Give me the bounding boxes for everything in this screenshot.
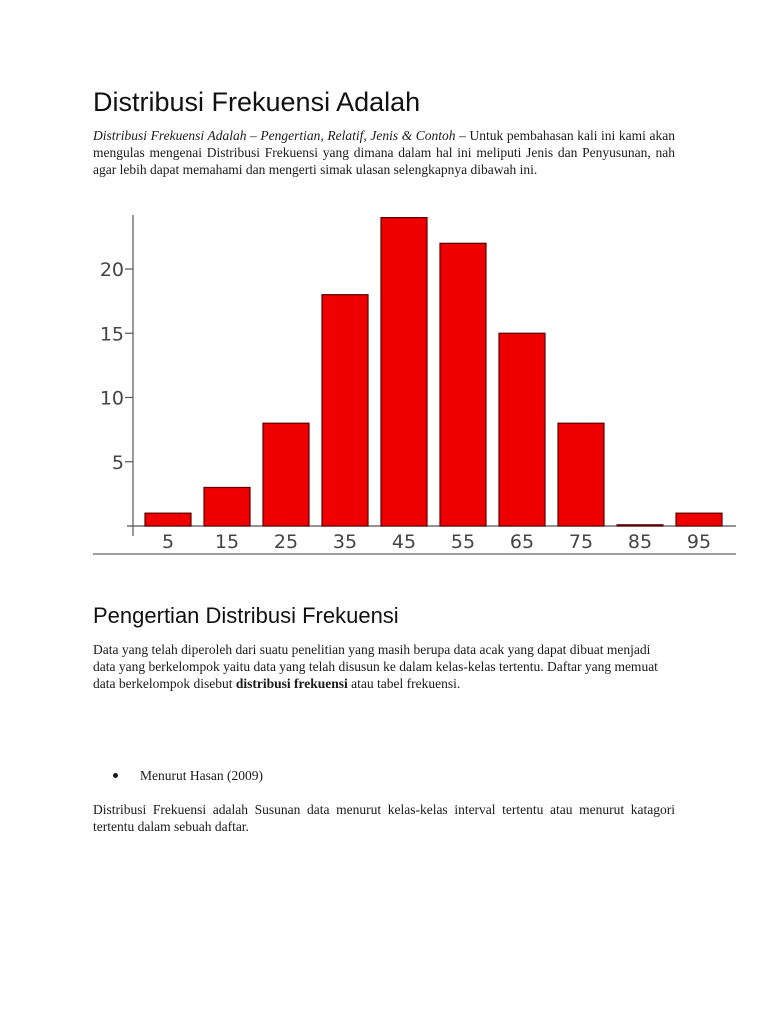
source-list [113,767,263,784]
x-tick-label: 65 [509,531,535,553]
section-title: Pengertian Distribusi Frekuensi [93,603,399,628]
histogram-bar [145,513,191,526]
x-tick-label: 25 [273,531,299,553]
x-tick-label: 35 [332,531,358,553]
x-tick-label: 15 [214,531,240,553]
y-tick-label: 5 [111,451,124,474]
histogram-bar [499,333,545,526]
intro-lead: Distribusi Frekuensi Adalah – Pengertian, Relatif, Jenis & Contoh [93,128,456,143]
intro-text: – Untuk pembahasan kali ini kami akan mengulas mengenai Distribusi Frekuensi yang dimana dalam hal ini meliputi Jenis dan Penyusunan, nah agar lebih dapat memahami dan mengerti simak ulasan selengkapnya dibawah ini. [93,128,675,177]
frequency-histogram [93,207,736,555]
histogram-bar [381,218,427,526]
x-tick-label: 5 [161,531,175,553]
list-item-text: Menurut Hasan (2009) [140,768,263,783]
histogram-bar [263,423,309,526]
histogram-bar [322,295,368,526]
histogram-bar [558,423,604,526]
definition-term: distribusi frekuensi [235,676,348,691]
histogram-svg [93,207,736,555]
y-tick-label: 15 [99,323,124,346]
page-title: Distribusi Frekuensi Adalah [93,87,421,117]
list-item [113,767,263,784]
x-tick-label: 55 [450,531,476,553]
x-tick-label: 45 [391,531,417,553]
definition-text-start: Data yang telah diperoleh dari suatu penelitian yang masih berupa data acak yang dapat dibuat menjadi data yang berkelompok yaitu data yang telah disusun ke dalam kelas-kelas tertentu. Daftar yang memuat data berkelompok disebut [93,642,658,691]
definition-text-end: atau tabel frekuensi. [347,676,461,691]
y-tick-label: 10 [99,387,124,410]
quote-paragraph: Distribusi Frekuensi adalah Susunan data menurut kelas-kelas interval tertentu atau menurut katagori tertentu dalam sebuah daftar. [93,802,675,834]
histogram-bar [440,243,486,526]
definition-paragraph [93,641,675,692]
bullet-icon [113,773,118,778]
x-tick-label: 95 [686,531,712,553]
x-tick-label: 85 [627,531,653,553]
y-tick-label: 20 [99,259,124,281]
histogram-bar [204,487,250,526]
x-tick-label: 75 [568,531,594,553]
intro-paragraph [93,127,675,178]
histogram-bar [617,525,663,526]
histogram-bar [676,513,722,526]
